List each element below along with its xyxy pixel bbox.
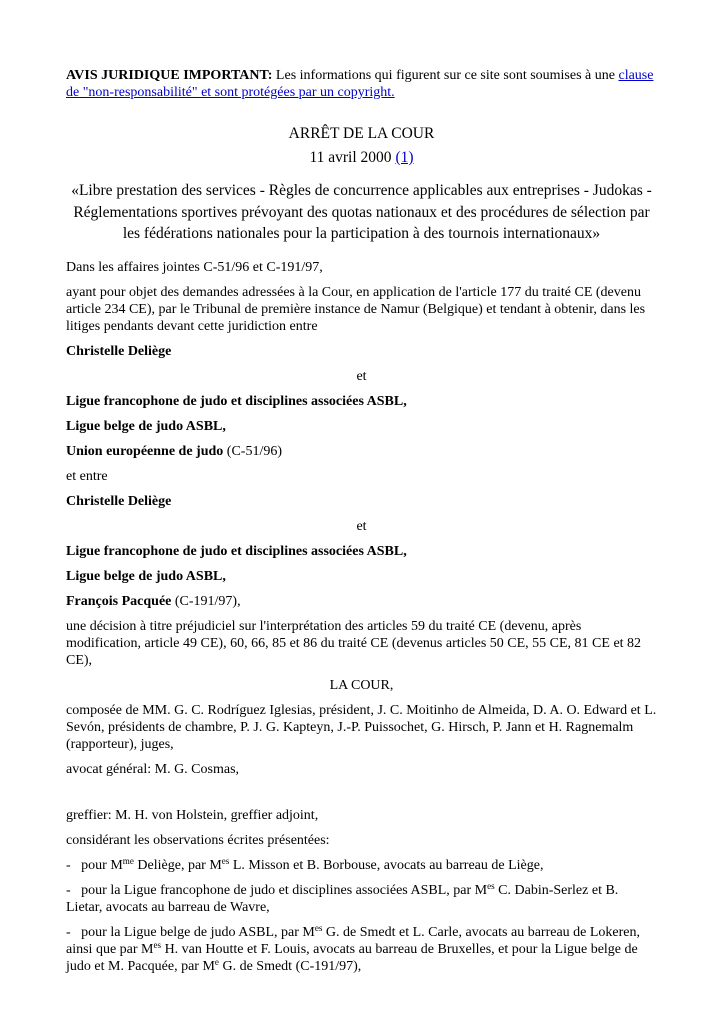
legal-notice-text: Les informations qui figurent sur ce site sont soumises à une: [272, 68, 619, 83]
case1-defendant-2: Ligue belge de judo ASBL,: [66, 418, 226, 434]
and-between-text: et entre: [66, 468, 108, 484]
legal-notice: [66, 67, 657, 101]
case2-defendant-3: [66, 593, 657, 610]
case2-applicant: Christelle Deliège: [66, 493, 172, 509]
court-composition-paragraph: composée de MM. G. C. Rodríguez Iglesias, président, J. C. Moitinho de Almeida, D. A. O. Edward et L. Sevón, présidents de chambre, P. J. G. Kapteyn, J.-P. Puissochet, G. Hirsch, P. Jann et H. Ragnemalm (rapporteur), juges,: [66, 702, 657, 752]
case1-defendant-1: Ligue francophone de judo et disciplines associées ASBL,: [66, 393, 407, 409]
observation-item-ligue-francophone: - pour la Ligue francophone de judo et disciplines associées ASBL, par $M^{es}$ C. Dabin-Serlez et B. Lietar, avocats au barreau de Wavre,: [66, 881, 619, 915]
judgment-date: 11 avril 2000: [309, 149, 396, 166]
case1-applicant: Christelle Deliège: [66, 343, 172, 359]
decision-paragraph: une décision à titre préjudiciel sur l'interprétation des articles 59 du traité CE (devenu, après modification, article 49 CE), 60, 66, 85 et 86 du traité CE (devenus articles 50 CE, 55 CE, 81 CE et 82 CE),: [66, 618, 642, 668]
court-heading: LA COUR,: [329, 677, 394, 693]
case2-defendant-2: Ligue belge de judo ASBL,: [66, 568, 226, 584]
case1-connector: et: [356, 368, 367, 384]
cases-intro-paragraph: Dans les affaires jointes C-51/96 et C-191/97,: [66, 259, 323, 275]
legal-notice-label: AVIS JURIDIQUE IMPORTANT:: [66, 68, 273, 83]
disclaimer-copyright-link[interactable]: clause de "non-responsabilité" et sont protégées par un copyright.: [66, 68, 654, 100]
case1-defendant-3: [66, 443, 657, 460]
case2-connector: et: [356, 518, 367, 534]
observations-intro-line: considérant les observations écrites présentées:: [66, 832, 330, 848]
case2-defendant-1: Ligue francophone de judo et disciplines associées ASBL,: [66, 543, 407, 559]
judgment-title: ARRÊT DE LA COUR: [288, 125, 435, 142]
case1-defendant-3-name: Union européenne de judo: [66, 443, 224, 459]
object-paragraph: ayant pour objet des demandes adressées à la Cour, en application de l'article 177 du traité CE (devenu article 234 CE), par le Tribunal de première instance de Namur (Belgique) et tendant à obtenir, dans les litiges pendants devant cette juridiction entre: [66, 284, 646, 334]
registrar-line: greffier: M. H. von Holstein, greffier adjoint,: [66, 807, 319, 823]
observation-item-deliege: - pour $M^{me}$ Deliège, par $M^{es}$ L. Misson et B. Borbouse, avocats au barreau de Liège,: [66, 856, 544, 873]
judgment-keywords: «Libre prestation des services - Règles de concurrence applicables aux entreprises - Judokas - Réglementations sportives prévoyant des quotas nationaux et des procédures de sélection par les fédérations nationales pour la participation à des tournois internationaux»: [71, 182, 652, 242]
case1-defendant-3-case-number: (C-51/96): [223, 443, 282, 459]
footnote-1-link[interactable]: (1): [395, 149, 414, 166]
title-block: [66, 123, 657, 245]
advocate-general-line: avocat général: M. G. Cosmas,: [66, 761, 240, 777]
case2-defendant-3-case-number: (C-191/97),: [171, 593, 241, 609]
judgment-date-line: [66, 147, 657, 168]
case2-defendant-3-name: François Pacquée: [66, 593, 172, 609]
observation-item-ligue-belge: - pour la Ligue belge de judo ASBL, par $M^{es}$ G. de Smedt et L. Carle, avocats au barreau de Lokeren, ainsi que par $M^{es}$ H. van Houtte et F. Louis, avocats au barreau de Bruxelles, et pour la Ligue belge de judo et M. Pacquée, par Me G. de Smedt (C-191/97),: [66, 923, 641, 974]
vertical-spacer: [66, 786, 657, 800]
